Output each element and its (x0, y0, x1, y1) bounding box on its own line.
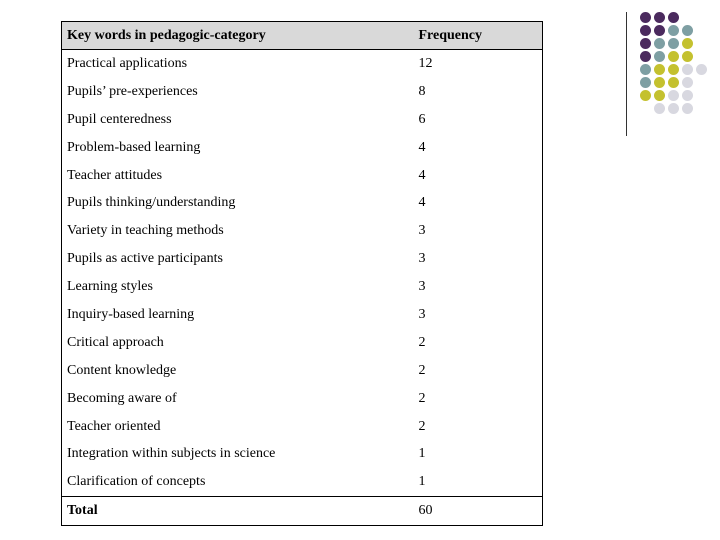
decorative-dot (640, 12, 651, 23)
row-frequency: 2 (418, 418, 426, 434)
table-header-row (62, 22, 543, 50)
row-frequency: 12 (418, 55, 433, 71)
decorative-dot (654, 51, 665, 62)
row-category: Pupils as active participants (67, 251, 223, 267)
row-category: Pupil centeredness (67, 111, 172, 127)
table-row (62, 385, 543, 413)
row-frequency: 2 (418, 334, 426, 350)
decorative-vertical-line (626, 12, 627, 136)
row-category: Variety in teaching methods (67, 223, 224, 239)
decorative-dot (654, 25, 665, 36)
decorative-dot (640, 90, 651, 101)
decorative-dot (654, 12, 665, 23)
row-frequency: 1 (418, 474, 426, 490)
table-row (62, 50, 543, 78)
table-row (62, 134, 543, 162)
row-frequency: 3 (418, 279, 426, 295)
decorative-dot (696, 64, 707, 75)
table-row (62, 189, 543, 217)
table-row (62, 301, 543, 329)
decorative-dot (682, 103, 693, 114)
row-category: Practical applications (67, 55, 188, 71)
row-category: Pupils’ pre-experiences (67, 83, 198, 99)
decorative-dot (668, 64, 679, 75)
row-category: Pupils thinking/understanding (67, 195, 236, 211)
decorative-dot (682, 90, 693, 101)
table-row (62, 217, 543, 245)
decorative-dot (654, 103, 665, 114)
row-category: Problem-based learning (67, 139, 201, 155)
total-value: 60 (414, 497, 543, 526)
row-category: Clarification of concepts (67, 474, 206, 490)
row-category: Becoming aware of (67, 390, 177, 406)
decorative-dot (668, 77, 679, 88)
row-category: Critical approach (67, 334, 164, 350)
decorative-dot (640, 77, 651, 88)
total-label: Total (62, 497, 414, 526)
row-category: Teacher oriented (67, 418, 161, 434)
row-category: Learning styles (67, 279, 153, 295)
decorative-dot (668, 12, 679, 23)
decorative-dot (640, 51, 651, 62)
decorative-dot (654, 64, 665, 75)
decorative-dot (668, 38, 679, 49)
decorative-dot (654, 38, 665, 49)
header-frequency: Frequency (414, 22, 543, 50)
decorative-dot (682, 25, 693, 36)
row-frequency: 4 (418, 139, 426, 155)
row-category: Teacher attitudes (67, 167, 163, 183)
table-row (62, 329, 543, 357)
table-row (62, 162, 543, 190)
decorative-dot (640, 38, 651, 49)
table-row (62, 468, 543, 496)
decorative-dot (682, 64, 693, 75)
table-row (62, 245, 543, 273)
total-row (62, 497, 543, 526)
decorative-dot (682, 51, 693, 62)
row-frequency: 1 (418, 446, 426, 462)
decorative-dot (668, 90, 679, 101)
decorative-dot (654, 90, 665, 101)
decorative-dot (654, 77, 665, 88)
row-frequency: 2 (418, 362, 426, 378)
decorative-dot (668, 51, 679, 62)
row-frequency: 3 (418, 223, 426, 239)
row-frequency: 3 (418, 251, 426, 267)
decorative-dot (682, 77, 693, 88)
table-row (62, 357, 543, 385)
header-category: Key words in pedagogic-category (62, 22, 414, 50)
decorative-dot (682, 38, 693, 49)
row-frequency: 4 (418, 167, 426, 183)
row-category: Content knowledge (67, 362, 177, 378)
table-row (62, 106, 543, 134)
table-row (62, 440, 543, 468)
table-row (62, 273, 543, 301)
keyword-frequency-table (61, 21, 543, 526)
row-frequency: 2 (418, 390, 426, 406)
decorative-dot (640, 25, 651, 36)
decorative-dot-grid (620, 8, 720, 138)
decorative-dot (668, 25, 679, 36)
row-category: Inquiry-based learning (67, 306, 195, 322)
decorative-dot (668, 103, 679, 114)
row-frequency: 4 (418, 195, 426, 211)
row-frequency: 6 (418, 111, 426, 127)
decorative-dot (640, 64, 651, 75)
row-frequency: 3 (418, 306, 426, 322)
table-row (62, 413, 543, 441)
table-row (62, 78, 543, 106)
row-category: Integration within subjects in science (67, 446, 276, 462)
row-frequency: 8 (418, 83, 426, 99)
